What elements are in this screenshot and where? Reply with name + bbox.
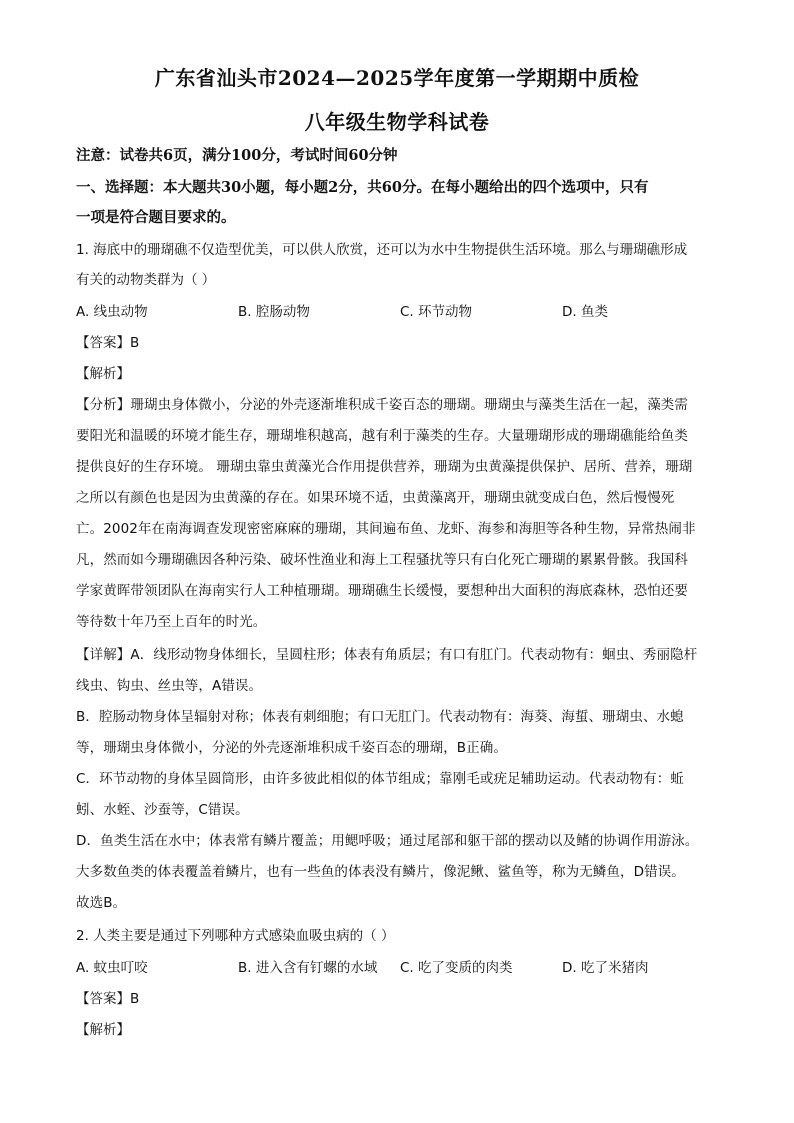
q1-option-c: C. 环节动物 [400, 304, 473, 320]
q1-detail-line: C．环节动物的身体呈圆筒形，由许多彼此相似的体节组成；靠刚毛或疣足辅助运动。代表动物有：蚯 [76, 771, 684, 787]
q2-option-b: B. 进入含有钉螺的水域 [238, 960, 378, 976]
q1-detail-line: B．腔肠动物身体呈辐射对称；体表有刺细胞；有口无肛门。代表动物有：海葵、海蜇、珊瑚虫、水螅 [76, 709, 684, 725]
q1-analysis-line: 之所以有颜色也是因为虫黄藻的存在。如果环境不适，虫黄藻离开，珊瑚虫就变成白色，然后慢慢死 [76, 490, 675, 506]
exam-title: 广东省汕头市2024—2025学年度第一学期期中质检 [154, 66, 640, 90]
q2-stem: 2. 人类主要是通过下列哪种方式感染血吸虫病的（ ） [76, 928, 395, 944]
q2-analysis-heading: 【解析】 [76, 1022, 130, 1038]
q2-option-a: A. 蚊虫叮咬 [76, 960, 148, 976]
q1-option-d: D. 鱼类 [562, 304, 608, 320]
q1-option-a: A. 线虫动物 [76, 304, 148, 320]
q2-option-c: C. 吃了变质的肉类 [400, 960, 513, 976]
q1-analysis-line: 学家黄晖带领团队在海南实行人工种植珊瑚。珊瑚礁生长缓慢，要想种出大面积的海底森林，恐怕还要 [76, 583, 688, 599]
q1-analysis-line: 等待数十年乃至上百年的时光。 [76, 614, 267, 630]
q1-answer: 【答案】B [76, 335, 140, 351]
q1-option-b: B. 腔肠动物 [238, 304, 310, 320]
q1-detail-line: 等，珊瑚虫身体微小，分泌的外壳逐渐堆积成千姿百态的珊瑚，B正确。 [76, 740, 507, 756]
q2-answer: 【答案】B [76, 991, 140, 1007]
q1-analysis-line: 提供良好的生存环境。 珊瑚虫靠虫黄藻光合作用提供营养，珊瑚为虫黄藻提供保护、居所、营养，珊瑚 [76, 459, 693, 475]
q1-analysis-heading: 【解析】 [76, 366, 130, 382]
q1-detail-line: 线虫、钩虫、丝虫等，A错误。 [76, 678, 263, 694]
exam-subtitle: 八年级生物学科试卷 [304, 110, 490, 134]
q1-analysis-line: 亡。2002年在南海调查发现密密麻麻的珊瑚，其间遍布鱼、龙虾、海参和海胆等各种生物，异常热闹非 [76, 521, 696, 537]
q1-analysis-line: 要阳光和温暖的环境才能生存，珊瑚堆积越高，越有利于藻类的生存。大量珊瑚形成的珊瑚礁能给鱼类 [76, 428, 688, 444]
q1-stem-line2: 有关的动物类群为（ ） [76, 272, 216, 288]
q1-analysis-line: 凡，然而如今珊瑚礁因各种污染、破坏性渔业和海上工程骚扰等只有白化死亡珊瑚的累累骨骸。我国科 [76, 552, 688, 568]
q1-stem-line1: 1. 海底中的珊瑚礁不仅造型优美，可以供人欣赏，还可以为水中生物提供生活环境。那么与珊瑚礁形成 [76, 242, 688, 258]
section-heading-line1: 一、选择题：本大题共30小题，每小题2分，共60分。在每小题给出的四个选项中，只有 [76, 179, 649, 196]
exam-notice: 注意：试卷共6页，满分100分，考试时间60分钟 [76, 147, 398, 164]
q1-detail-line: D．鱼类生活在水中；体表常有鳞片覆盖；用鳃呼吸；通过尾部和躯干部的摆动以及鳍的协调作用游泳。 [76, 833, 699, 849]
q2-option-d: D. 吃了米猪肉 [562, 960, 649, 976]
q1-detail-line: 蚓、水蛭、沙蚕等，C错误。 [76, 802, 249, 818]
q1-detail-line: 【详解】A．线形动物身体细长，呈圆柱形；体表有角质层；有口有肛门。代表动物有：蛔虫、秀丽隐杆 [76, 647, 698, 663]
q1-detail-line: 大多数鱼类的体表覆盖着鳞片，也有一些鱼的体表没有鳞片，像泥鳅、鲨鱼等，称为无鳞鱼，D错误。 [76, 864, 685, 880]
q1-analysis-line: 【分析】珊瑚虫身体微小，分泌的外壳逐渐堆积成千姿百态的珊瑚。珊瑚虫与藻类生活在一起，藻类需 [76, 397, 688, 413]
section-heading-line2: 一项是符合题目要求的。 [76, 209, 236, 226]
q1-conclusion: 故选B。 [76, 895, 127, 911]
